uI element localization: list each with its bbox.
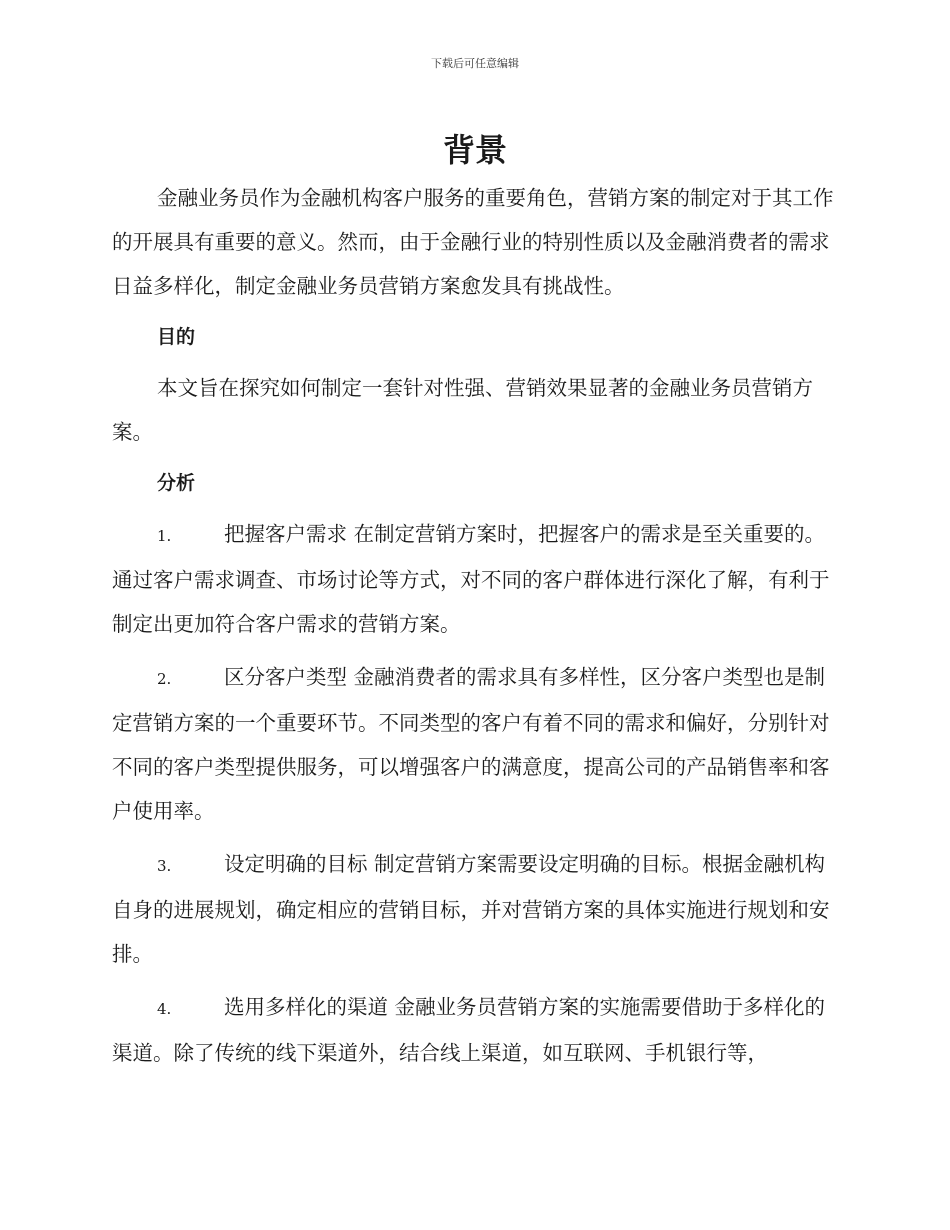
analysis-heading: 分析: [157, 472, 196, 494]
list-item-text: 把握客户需求 在制定营销方案时，把握客户的需求是至关重要的。通过客户需求调查、市场讨论等方式，对不同的客户群体进行深化了解，有利于制定出更加符合客户需求的营销方案。: [112, 522, 830, 636]
analysis-item-4: [112, 985, 839, 1075]
document-body: [112, 176, 839, 1075]
list-item-text: 区分客户类型 金融消费者的需求具有多样性，区分客户类型也是制定营销方案的一个重要环节。不同类型的客户有着不同的需求和偏好，分别针对不同的客户类型提供服务，可以增强客户的满意度，提高公司的产品销售率和客户使用率。: [112, 665, 830, 823]
list-item-text: 选用多样化的渠道 金融业务员营销方案的实施需要借助于多样化的渠道。除了传统的线下渠道外，结合线上渠道，如互联网、手机银行等，: [112, 995, 826, 1065]
analysis-item-2: [112, 655, 839, 833]
page-title: 背景: [442, 131, 507, 169]
analysis-item-3: [112, 842, 839, 976]
list-number: 2.: [157, 670, 172, 688]
list-number: 1.: [157, 527, 172, 545]
background-paragraph: 金融业务员作为金融机构客户服务的重要角色，营销方案的制定对于其工作的开展具有重要的意义。然而，由于金融行业的特别性质以及金融消费者的需求日益多样化，制定金融业务员营销方案愈发具有挑战性。: [112, 186, 834, 298]
analysis-item-1: [112, 512, 839, 646]
purpose-paragraph: 本文旨在探究如何制定一套针对性强、营销效果显著的金融业务员营销方案。: [112, 376, 813, 444]
header-note: 下载后可任意编辑: [431, 57, 519, 70]
list-number: 4.: [157, 1000, 172, 1018]
list-number: 3.: [157, 857, 172, 875]
list-item-text: 设定明确的目标 制定营销方案需要设定明确的目标。根据金融机构自身的进展规划，确定相应的营销目标，并对营销方案的具体实施进行规划和安排。: [112, 852, 830, 966]
purpose-heading: 目的: [157, 326, 196, 348]
